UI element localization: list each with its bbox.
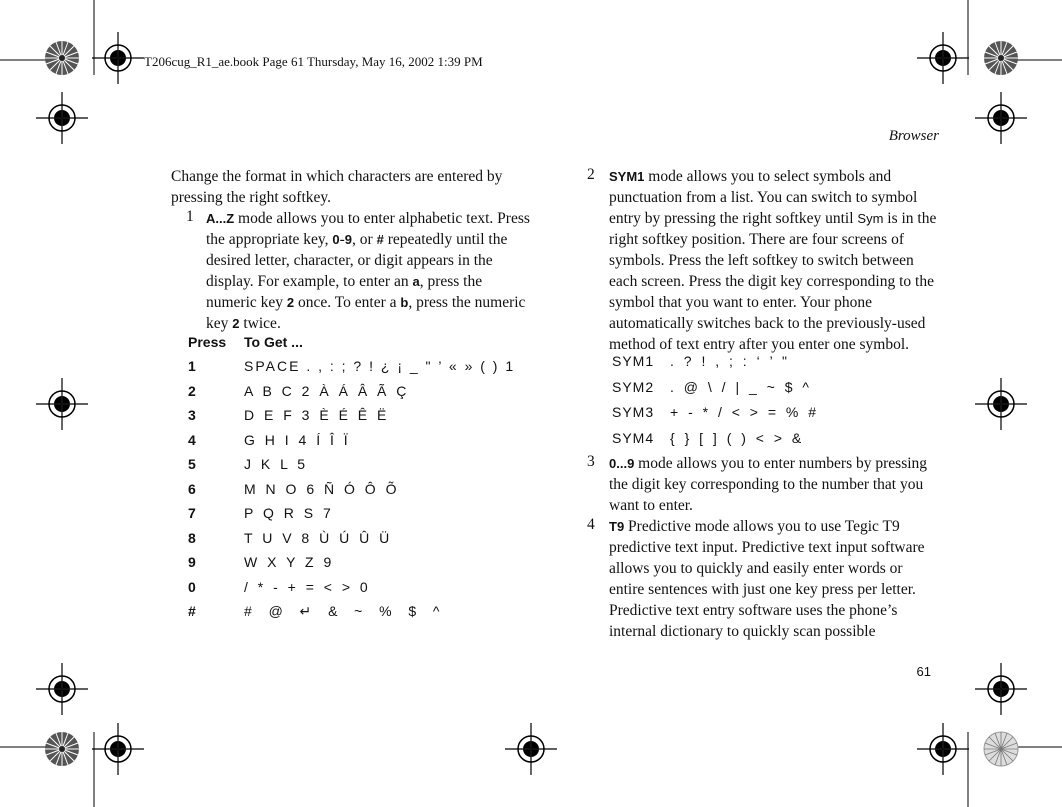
running-head: Browser: [888, 128, 939, 144]
key-label: 4: [188, 431, 196, 448]
item-4-number: 4: [587, 516, 595, 533]
item-1-text: A...Z mode allows you to enter alphabetic text. Press the appropriate key, 0-9, or # repeatedly until the desired letter, character, or digit appears in the display. For example, to enter an a, press the numeric key 2 once. To enter a b, press the numeric key 2 twice.: [206, 210, 530, 332]
key-label: 9: [188, 554, 196, 570]
mode-label: SYM1: [609, 169, 645, 184]
symbol-characters: + - * / < > = % #: [670, 404, 820, 420]
symbol-set-name: SYM4: [612, 429, 655, 446]
key-characters: W X Y Z 9: [244, 554, 335, 570]
key-label: 6: [188, 480, 196, 497]
item-3-number: 3: [587, 453, 595, 470]
key-label: 3: [188, 407, 196, 423]
key-characters: # @ ↵ & ~ % $ ^: [244, 603, 443, 619]
item-2-text: SYM1 mode allows you to select symbols and punctuation from a list. You can switch to symbol entry by pressing the right softkey until Sym is in the right softkey position. There are four screens of symbols. Press the left softkey to switch between each screen. Press the digit key corresponding to the symbol that you want to enter. Your phone automatically switches back to the previously-used method of text entry after you enter one symbol.: [609, 168, 937, 353]
symbol-characters: { } [ ] ( ) < > &: [670, 429, 805, 446]
key-characters: J K L 5: [244, 456, 309, 472]
symbol-row: [612, 353, 790, 369]
item-1-number: 1: [186, 208, 194, 225]
symbol-row: [612, 430, 804, 446]
key-label: 0: [188, 578, 196, 595]
item-3-text: 0...9 mode allows you to enter numbers by pressing the digit key corresponding to the number that you want to enter.: [609, 455, 928, 514]
symbol-row: [612, 379, 812, 395]
key-label: 2: [188, 382, 196, 399]
page-number: 61: [916, 664, 931, 679]
key-characters: P Q R S 7: [244, 505, 334, 521]
key-characters: G H I 4 Í Î Ï: [244, 431, 351, 448]
key-characters: / * - + = < > 0: [244, 578, 371, 595]
mode-label: T9: [609, 519, 625, 534]
key-label: 5: [188, 456, 196, 472]
mode-label: A...Z: [206, 211, 235, 226]
key-label: 7: [188, 505, 196, 521]
table-header-to-get: To Get ...: [244, 334, 303, 350]
key-characters: T U V 8 Ù Ú Û Ü: [244, 529, 393, 546]
intro-paragraph: Change the format in which characters are entered by pressing the right softkey.: [171, 168, 503, 206]
item-4-text: T9 Predictive mode allows you to use Tegic T9 predictive text input. Predictive text input software allows you to quickly and easily enter words or entire sentences with just one key press per letter. Predictive text entry software uses the phone’s internal dictionary to quickly scan possible: [609, 518, 925, 640]
key-label: 8: [188, 529, 196, 546]
key-characters: M N O 6 Ñ Ó Ô Õ: [244, 480, 400, 497]
symbol-set-name: SYM1: [612, 353, 655, 369]
symbol-row: [612, 404, 819, 420]
key-characters: SPACE . , : ; ? ! ¿ ¡ _ " ’ « » ( ) 1: [244, 358, 516, 374]
symbol-characters: . ? ! , ; : ‘ ’ ": [670, 353, 791, 369]
mode-label: 0...9: [609, 456, 635, 471]
key-label: #: [188, 603, 196, 619]
key-characters: D E F 3 È É Ê Ë: [244, 407, 390, 423]
key-label: 1: [188, 358, 196, 374]
item-2-number: 2: [587, 166, 595, 183]
key-characters: A B C 2 À Á Â Ã Ç: [244, 382, 410, 399]
file-info-line: T206cug_R1_ae.book Page 61 Thursday, May 16, 2002 1:39 PM: [144, 54, 483, 69]
symbol-characters: . @ \ / | _ ~ $ ^: [670, 378, 812, 395]
table-header-press: Press: [188, 334, 227, 350]
symbol-set-name: SYM2: [612, 378, 655, 395]
symbol-set-name: SYM3: [612, 404, 655, 420]
